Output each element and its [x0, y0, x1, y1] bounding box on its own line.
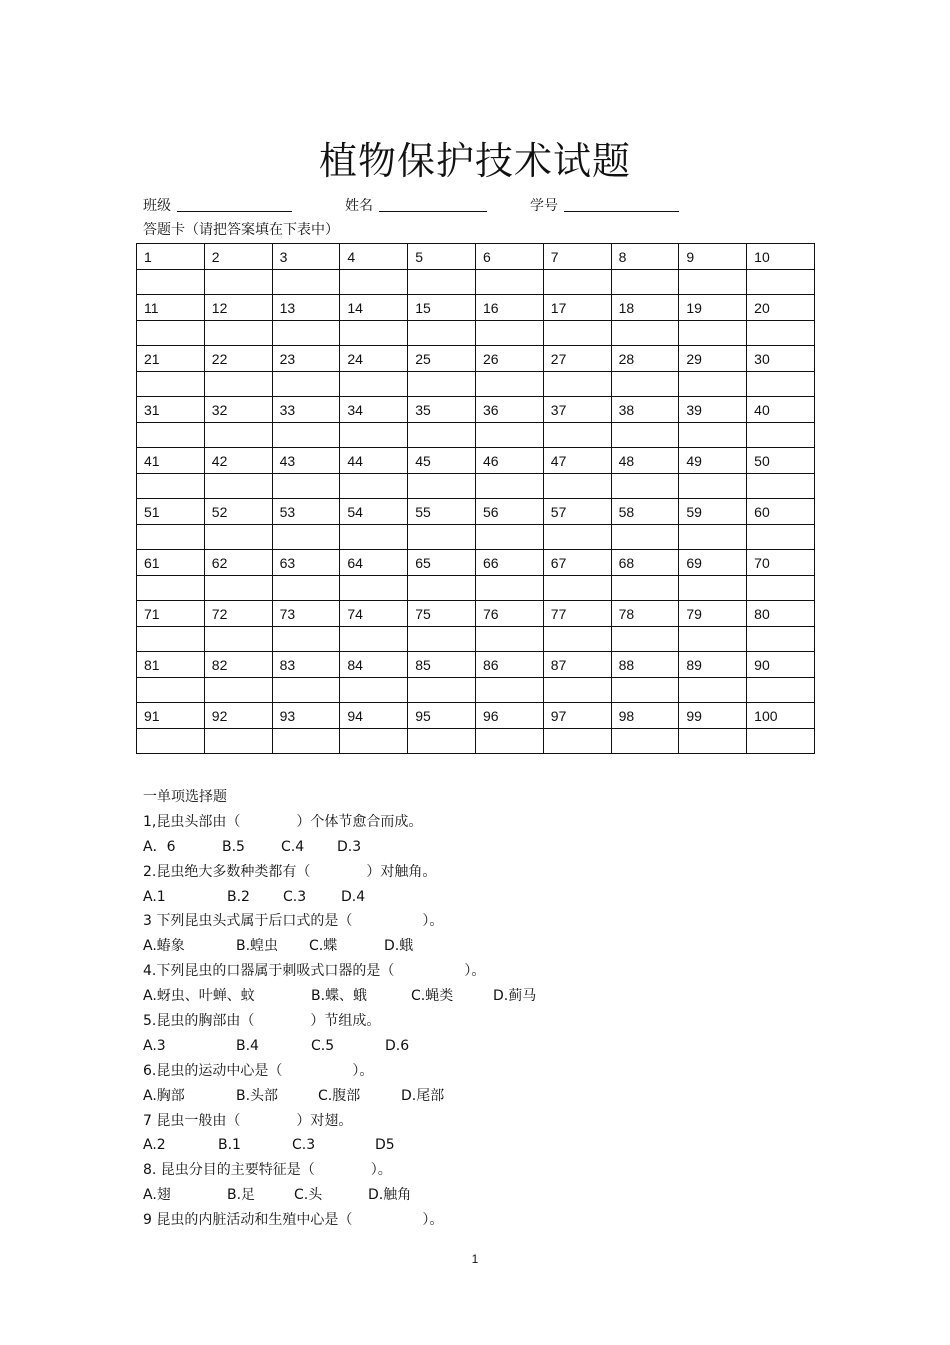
answer-number-cell: 60: [747, 499, 815, 525]
answer-number-cell: 43: [272, 448, 340, 474]
answer-number-row: [137, 499, 815, 525]
answer-blank-cell[interactable]: [137, 627, 205, 652]
option-a[interactable]: A.1: [143, 888, 166, 905]
answer-blank-row: [137, 525, 815, 550]
answer-blank-cell[interactable]: [679, 372, 747, 397]
answer-number-cell: 33: [272, 397, 340, 423]
option-d[interactable]: D.尾部: [401, 1087, 445, 1104]
answer-number-cell: 4: [340, 244, 408, 270]
answer-number-cell: 29: [679, 346, 747, 372]
answer-number-cell: 70: [747, 550, 815, 576]
answer-blank-row: [137, 627, 815, 652]
answer-blank-cell[interactable]: [137, 423, 205, 448]
answer-number-cell: 16: [475, 295, 543, 321]
option-c[interactable]: C.蝇类: [411, 988, 454, 1005]
answer-number-cell: 67: [543, 550, 611, 576]
student-id-field: [530, 195, 679, 215]
answer-number-cell: 31: [137, 397, 205, 423]
answer-blank-cell[interactable]: [340, 627, 408, 652]
answer-number-cell: 20: [747, 295, 815, 321]
answer-blank-cell[interactable]: [137, 678, 205, 703]
answer-blank-cell[interactable]: [408, 270, 476, 295]
answer-blank-cell[interactable]: [475, 576, 543, 601]
answer-number-cell: 65: [408, 550, 476, 576]
answer-number-row: [137, 703, 815, 729]
answer-blank-row: [137, 321, 815, 346]
answer-number-cell: 44: [340, 448, 408, 474]
option-d[interactable]: D5: [375, 1137, 395, 1154]
option-a[interactable]: A.3: [143, 1037, 166, 1054]
answer-blank-cell[interactable]: [408, 423, 476, 448]
answer-number-cell: 12: [204, 295, 272, 321]
question-text: 5.昆虫的胸部由（ ）节组成。: [143, 1013, 381, 1030]
name-field: [345, 195, 487, 215]
answer-number-cell: 78: [611, 601, 679, 627]
answer-blank-cell[interactable]: [747, 372, 815, 397]
answer-card-label: 答题卡（请把答案填在下表中）: [143, 222, 339, 238]
answer-number-cell: 73: [272, 601, 340, 627]
answer-blank-cell[interactable]: [611, 270, 679, 295]
answer-blank-cell[interactable]: [204, 372, 272, 397]
answer-blank-cell[interactable]: [340, 372, 408, 397]
answer-blank-cell[interactable]: [408, 729, 476, 754]
answer-number-cell: 55: [408, 499, 476, 525]
answer-number-cell: 62: [204, 550, 272, 576]
answer-blank-cell[interactable]: [408, 372, 476, 397]
answer-blank-cell[interactable]: [543, 423, 611, 448]
question-options: [143, 1133, 823, 1158]
answer-number-cell: 27: [543, 346, 611, 372]
answer-blank-cell[interactable]: [137, 474, 205, 499]
answer-blank-cell[interactable]: [204, 576, 272, 601]
answer-blank-cell[interactable]: [747, 678, 815, 703]
answer-number-cell: 84: [340, 652, 408, 678]
answer-number-cell: 69: [679, 550, 747, 576]
answer-number-cell: 53: [272, 499, 340, 525]
answer-blank-row: [137, 474, 815, 499]
section-title: 一单项选择题: [143, 789, 227, 805]
question-options: [143, 835, 823, 860]
answer-number-cell: 85: [408, 652, 476, 678]
answer-blank-cell[interactable]: [475, 321, 543, 346]
name-blank: [379, 197, 487, 212]
question-text: 4.下列昆虫的口器属于刺吸式口器的是（ ）。: [143, 963, 486, 980]
answer-number-cell: 25: [408, 346, 476, 372]
answer-number-cell: 47: [543, 448, 611, 474]
option-b[interactable]: B.5: [222, 838, 245, 855]
answer-blank-cell[interactable]: [611, 576, 679, 601]
answer-blank-cell[interactable]: [340, 576, 408, 601]
option-a[interactable]: A.蚜虫、叶蝉、蚊: [143, 988, 255, 1005]
answer-number-cell: 46: [475, 448, 543, 474]
answer-number-row: [137, 346, 815, 372]
option-d[interactable]: D.蛾: [384, 938, 414, 955]
answer-number-cell: 72: [204, 601, 272, 627]
option-c[interactable]: C.腹部: [318, 1087, 361, 1104]
question-options: [143, 1034, 823, 1059]
answer-number-cell: 42: [204, 448, 272, 474]
answer-number-cell: 76: [475, 601, 543, 627]
option-c[interactable]: C.蝶: [309, 938, 338, 955]
answer-number-row: [137, 244, 815, 270]
answer-number-cell: 83: [272, 652, 340, 678]
answer-number-cell: 99: [679, 703, 747, 729]
answer-blank-cell[interactable]: [475, 270, 543, 295]
option-c[interactable]: C.3: [283, 888, 307, 905]
answer-blank-cell[interactable]: [408, 678, 476, 703]
answer-blank-cell[interactable]: [340, 729, 408, 754]
answer-number-cell: 17: [543, 295, 611, 321]
question-options: [143, 885, 823, 910]
answer-blank-cell[interactable]: [408, 576, 476, 601]
answer-number-cell: 2: [204, 244, 272, 270]
answer-number-row: [137, 601, 815, 627]
answer-number-cell: 58: [611, 499, 679, 525]
answer-blank-cell[interactable]: [475, 474, 543, 499]
answer-blank-cell[interactable]: [543, 474, 611, 499]
answer-blank-cell[interactable]: [475, 678, 543, 703]
answer-number-cell: 79: [679, 601, 747, 627]
student-id-blank: [564, 197, 679, 212]
answer-blank-cell[interactable]: [679, 270, 747, 295]
answer-blank-cell[interactable]: [543, 525, 611, 550]
question-text: 1,昆虫头部由（ ）个体节愈合而成。: [143, 813, 423, 830]
question-options: [143, 984, 823, 1009]
answer-number-cell: 7: [543, 244, 611, 270]
answer-number-cell: 92: [204, 703, 272, 729]
answer-blank-row: [137, 270, 815, 295]
answer-blank-cell[interactable]: [747, 270, 815, 295]
answer-number-cell: 64: [340, 550, 408, 576]
answer-number-cell: 81: [137, 652, 205, 678]
answer-number-cell: 10: [747, 244, 815, 270]
answer-number-cell: 56: [475, 499, 543, 525]
answer-blank-cell[interactable]: [408, 525, 476, 550]
answer-blank-cell[interactable]: [137, 321, 205, 346]
option-a[interactable]: A.2: [143, 1137, 166, 1154]
answer-blank-cell[interactable]: [747, 627, 815, 652]
answer-number-cell: 26: [475, 346, 543, 372]
answer-blank-cell[interactable]: [204, 270, 272, 295]
class-blank: [177, 197, 292, 212]
answer-blank-cell[interactable]: [137, 576, 205, 601]
answer-blank-cell[interactable]: [475, 525, 543, 550]
answer-blank-cell[interactable]: [475, 627, 543, 652]
answer-number-cell: 87: [543, 652, 611, 678]
option-c[interactable]: C.头: [294, 1187, 323, 1204]
answer-blank-cell[interactable]: [679, 525, 747, 550]
answer-number-cell: 98: [611, 703, 679, 729]
answer-blank-cell[interactable]: [611, 678, 679, 703]
answer-number-cell: 66: [475, 550, 543, 576]
answer-number-cell: 1: [137, 244, 205, 270]
option-d[interactable]: D.4: [341, 888, 366, 905]
answer-blank-cell[interactable]: [408, 321, 476, 346]
answer-number-cell: 22: [204, 346, 272, 372]
answer-number-cell: 11: [137, 295, 205, 321]
answer-blank-row: [137, 372, 815, 397]
answer-blank-cell[interactable]: [611, 474, 679, 499]
answer-blank-cell[interactable]: [475, 372, 543, 397]
option-b[interactable]: B.蝗虫: [236, 938, 279, 955]
question-options: [143, 1183, 823, 1208]
answer-number-cell: 96: [475, 703, 543, 729]
answer-number-cell: 100: [747, 703, 815, 729]
student-id-label: 学号: [530, 198, 558, 214]
answer-blank-cell[interactable]: [679, 729, 747, 754]
answer-blank-cell[interactable]: [340, 423, 408, 448]
answer-blank-cell[interactable]: [679, 627, 747, 652]
answer-blank-cell[interactable]: [272, 372, 340, 397]
answer-blank-row: [137, 576, 815, 601]
answer-number-row: [137, 295, 815, 321]
question-text: 3 下列昆虫头式属于后口式的是（ ）。: [143, 913, 444, 930]
answer-number-cell: 89: [679, 652, 747, 678]
answer-number-cell: 6: [475, 244, 543, 270]
answer-blank-cell[interactable]: [204, 627, 272, 652]
answer-number-cell: 90: [747, 652, 815, 678]
class-field: [143, 195, 292, 215]
answer-number-cell: 36: [475, 397, 543, 423]
answer-blank-cell[interactable]: [543, 627, 611, 652]
answer-blank-row: [137, 729, 815, 754]
question-options: [143, 934, 823, 959]
answer-blank-cell[interactable]: [679, 678, 747, 703]
answer-blank-cell[interactable]: [611, 372, 679, 397]
option-a[interactable]: A.胸部: [143, 1087, 185, 1104]
answer-blank-cell[interactable]: [543, 678, 611, 703]
answer-number-cell: 30: [747, 346, 815, 372]
option-d[interactable]: D.3: [337, 838, 362, 855]
answer-number-row: [137, 448, 815, 474]
option-b[interactable]: B.蝶、蛾: [311, 988, 368, 1005]
answer-blank-row: [137, 423, 815, 448]
answer-blank-cell[interactable]: [204, 525, 272, 550]
answer-number-cell: 32: [204, 397, 272, 423]
answer-blank-cell[interactable]: [611, 525, 679, 550]
answer-blank-cell[interactable]: [137, 372, 205, 397]
answer-number-cell: 80: [747, 601, 815, 627]
answer-number-cell: 71: [137, 601, 205, 627]
option-c[interactable]: C.3: [292, 1137, 316, 1154]
answer-blank-cell[interactable]: [272, 423, 340, 448]
name-label: 姓名: [345, 198, 373, 214]
answer-blank-cell[interactable]: [747, 423, 815, 448]
option-b[interactable]: B.4: [236, 1037, 259, 1054]
answer-number-cell: 35: [408, 397, 476, 423]
answer-blank-cell[interactable]: [543, 576, 611, 601]
answer-number-cell: 28: [611, 346, 679, 372]
answer-blank-cell[interactable]: [747, 525, 815, 550]
answer-blank-cell[interactable]: [611, 321, 679, 346]
question-text: 8. 昆虫分目的主要特征是（ ）。: [143, 1162, 392, 1179]
answer-blank-cell[interactable]: [137, 729, 205, 754]
option-b[interactable]: B.2: [227, 888, 250, 905]
answer-number-cell: 3: [272, 244, 340, 270]
answer-blank-cell[interactable]: [272, 576, 340, 601]
answer-number-cell: 77: [543, 601, 611, 627]
question-options: [143, 1084, 823, 1109]
answer-number-cell: 9: [679, 244, 747, 270]
answer-blank-row: [137, 678, 815, 703]
answer-number-cell: 49: [679, 448, 747, 474]
option-b[interactable]: B.1: [218, 1137, 241, 1154]
option-a[interactable]: A．6: [143, 838, 176, 855]
answer-blank-cell[interactable]: [272, 270, 340, 295]
answer-blank-cell[interactable]: [747, 474, 815, 499]
answer-grid: [136, 243, 815, 754]
answer-number-cell: 52: [204, 499, 272, 525]
answer-blank-cell[interactable]: [137, 525, 205, 550]
student-info-row: [143, 195, 843, 215]
answer-blank-cell[interactable]: [543, 270, 611, 295]
answer-number-cell: 34: [340, 397, 408, 423]
answer-number-cell: 82: [204, 652, 272, 678]
answer-number-cell: 40: [747, 397, 815, 423]
answer-number-row: [137, 397, 815, 423]
answer-number-cell: 23: [272, 346, 340, 372]
answer-number-cell: 15: [408, 295, 476, 321]
answer-number-cell: 74: [340, 601, 408, 627]
option-c[interactable]: C.5: [311, 1037, 335, 1054]
answer-blank-cell[interactable]: [408, 474, 476, 499]
answer-number-cell: 75: [408, 601, 476, 627]
answer-blank-cell[interactable]: [340, 678, 408, 703]
answer-number-cell: 94: [340, 703, 408, 729]
page-title: 植物保护技术试题: [318, 139, 631, 183]
answer-blank-cell[interactable]: [747, 321, 815, 346]
answer-number-cell: 37: [543, 397, 611, 423]
answer-blank-cell[interactable]: [679, 474, 747, 499]
answer-number-cell: 88: [611, 652, 679, 678]
answer-blank-cell[interactable]: [204, 474, 272, 499]
answer-number-cell: 8: [611, 244, 679, 270]
answer-blank-cell[interactable]: [679, 576, 747, 601]
answer-number-cell: 45: [408, 448, 476, 474]
answer-number-cell: 95: [408, 703, 476, 729]
answer-number-cell: 39: [679, 397, 747, 423]
answer-blank-cell[interactable]: [137, 270, 205, 295]
answer-blank-cell[interactable]: [340, 270, 408, 295]
answer-number-cell: 5: [408, 244, 476, 270]
answer-blank-cell[interactable]: [611, 729, 679, 754]
answer-blank-cell[interactable]: [204, 729, 272, 754]
option-a[interactable]: A.翅: [143, 1187, 171, 1204]
option-d[interactable]: D.6: [385, 1037, 410, 1054]
answer-blank-cell[interactable]: [747, 729, 815, 754]
answer-blank-cell[interactable]: [475, 729, 543, 754]
answer-blank-cell[interactable]: [747, 576, 815, 601]
answer-number-cell: 19: [679, 295, 747, 321]
option-a[interactable]: A.蝽象: [143, 938, 185, 955]
question-text: 9 昆虫的内脏活动和生殖中心是（ ）。: [143, 1212, 444, 1229]
answer-blank-cell[interactable]: [543, 321, 611, 346]
answer-blank-cell[interactable]: [679, 423, 747, 448]
answer-blank-cell[interactable]: [272, 474, 340, 499]
question-text: 6.昆虫的运动中心是（ ）。: [143, 1062, 374, 1079]
answer-number-cell: 63: [272, 550, 340, 576]
answer-blank-cell[interactable]: [679, 321, 747, 346]
option-b[interactable]: B.足: [227, 1187, 256, 1204]
question-text: 2.昆虫绝大多数种类都有（ ）对触角。: [143, 863, 437, 880]
answer-number-cell: 59: [679, 499, 747, 525]
class-label: 班级: [143, 198, 171, 214]
answer-number-row: [137, 652, 815, 678]
answer-number-cell: 54: [340, 499, 408, 525]
answer-number-cell: 57: [543, 499, 611, 525]
option-d[interactable]: D.蓟马: [493, 988, 537, 1005]
answer-number-cell: 14: [340, 295, 408, 321]
answer-blank-cell[interactable]: [272, 627, 340, 652]
answer-blank-cell[interactable]: [204, 678, 272, 703]
option-d[interactable]: D.触角: [368, 1187, 412, 1204]
answer-number-cell: 38: [611, 397, 679, 423]
answer-number-cell: 18: [611, 295, 679, 321]
answer-blank-cell[interactable]: [611, 423, 679, 448]
answer-number-cell: 86: [475, 652, 543, 678]
answer-number-cell: 41: [137, 448, 205, 474]
answer-number-row: [137, 550, 815, 576]
answer-number-cell: 21: [137, 346, 205, 372]
answer-blank-cell[interactable]: [340, 474, 408, 499]
answer-number-cell: 93: [272, 703, 340, 729]
answer-blank-cell[interactable]: [204, 321, 272, 346]
answer-blank-cell[interactable]: [272, 678, 340, 703]
page-number: 1: [471, 1252, 479, 1266]
option-c[interactable]: C.4: [281, 838, 305, 855]
answer-blank-cell[interactable]: [272, 525, 340, 550]
answer-blank-cell[interactable]: [340, 525, 408, 550]
answer-number-cell: 13: [272, 295, 340, 321]
answer-number-cell: 91: [137, 703, 205, 729]
answer-blank-cell[interactable]: [475, 423, 543, 448]
answer-blank-cell[interactable]: [204, 423, 272, 448]
answer-blank-cell[interactable]: [543, 372, 611, 397]
question-text: 7 昆虫一般由（ ）对翅。: [143, 1112, 353, 1129]
answer-number-cell: 97: [543, 703, 611, 729]
option-b[interactable]: B.头部: [236, 1087, 279, 1104]
answer-number-cell: 48: [611, 448, 679, 474]
answer-number-cell: 61: [137, 550, 205, 576]
answer-number-cell: 24: [340, 346, 408, 372]
answer-blank-cell[interactable]: [272, 729, 340, 754]
answer-blank-cell[interactable]: [340, 321, 408, 346]
answer-number-cell: 68: [611, 550, 679, 576]
answer-number-cell: 50: [747, 448, 815, 474]
answer-number-cell: 51: [137, 499, 205, 525]
question-section: [143, 785, 823, 1233]
answer-blank-cell[interactable]: [408, 627, 476, 652]
answer-blank-cell[interactable]: [543, 729, 611, 754]
answer-blank-cell[interactable]: [611, 627, 679, 652]
answer-blank-cell[interactable]: [272, 321, 340, 346]
